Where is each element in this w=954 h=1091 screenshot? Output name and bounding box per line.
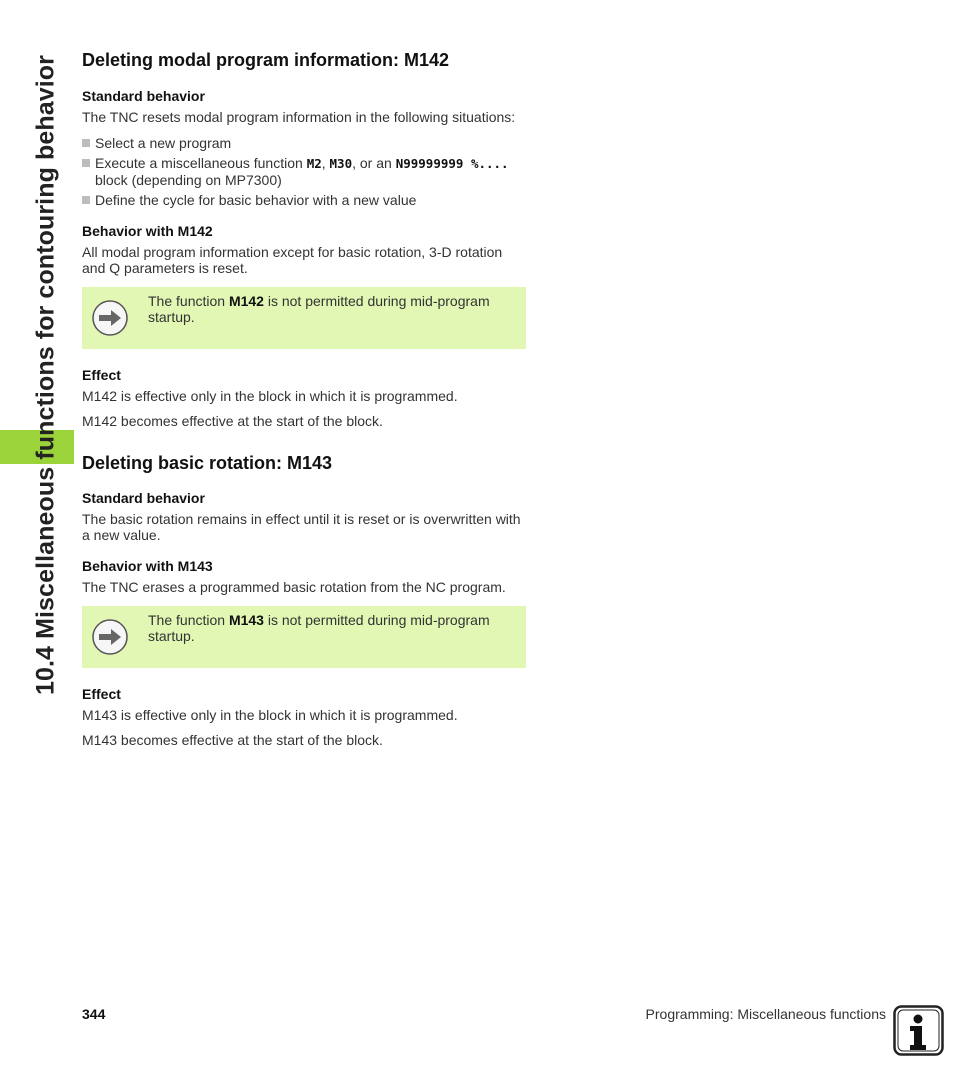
bullet-square-icon xyxy=(82,139,90,147)
effect-text: M142 is effective only in the block in which it is programmed. xyxy=(82,388,458,404)
behavior-with-m143-text: The TNC erases a programmed basic rotation from the NC program. xyxy=(82,579,506,595)
arrow-right-icon xyxy=(92,619,128,655)
section-heading-m143: Deleting basic rotation: M143 xyxy=(82,453,333,473)
standard-behavior-text: The basic rotation remains in effect until it is reset or is overwritten with a new value. xyxy=(82,511,521,543)
bullet-square-icon xyxy=(82,159,90,167)
section-heading-m142: Deleting modal program information: M142 xyxy=(82,50,450,70)
behavior-with-m142-heading: Behavior with M142 xyxy=(82,223,213,239)
standard-behavior-intro: The TNC resets modal program information in the following situations: xyxy=(82,109,516,125)
arrow-right-icon xyxy=(92,300,128,336)
effect-text: M143 is effective only in the block in which it is programmed. xyxy=(82,707,458,723)
effect-text: M142 becomes effective at the start of the block. xyxy=(82,413,383,429)
bullet-square-icon xyxy=(82,196,90,204)
standard-behavior-heading: Standard behavior xyxy=(82,490,205,506)
behavior-with-m142-text: All modal program information except for basic rotation, 3-D rotation and Q parameters is reset. xyxy=(82,244,503,276)
standard-behavior-heading: Standard behavior xyxy=(82,88,205,104)
note-text: The function M143 is not permitted during mid-program startup. xyxy=(148,612,490,644)
behavior-with-m143-heading: Behavior with M143 xyxy=(82,558,213,574)
effect-heading: Effect xyxy=(82,686,121,702)
note-box xyxy=(82,606,526,668)
info-icon xyxy=(893,1005,944,1056)
page-number: 344 xyxy=(82,1006,106,1022)
effect-text: M143 becomes effective at the start of the block. xyxy=(82,732,383,748)
footer-title: Programming: Miscellaneous functions xyxy=(645,1006,886,1022)
list-item: Execute a miscellaneous function M2, M30, or an N99999999 %.... block (depending on MP7300) xyxy=(82,155,528,188)
list-item: Define the cycle for basic behavior with a new value xyxy=(82,192,528,208)
effect-heading: Effect xyxy=(82,367,121,383)
note-text: The function M142 is not permitted during mid-program startup. xyxy=(148,293,490,325)
list-item: Select a new program xyxy=(82,135,528,151)
chapter-title: 10.4 Miscellaneous functions for contouring behavior xyxy=(31,54,60,696)
note-box xyxy=(82,287,526,349)
